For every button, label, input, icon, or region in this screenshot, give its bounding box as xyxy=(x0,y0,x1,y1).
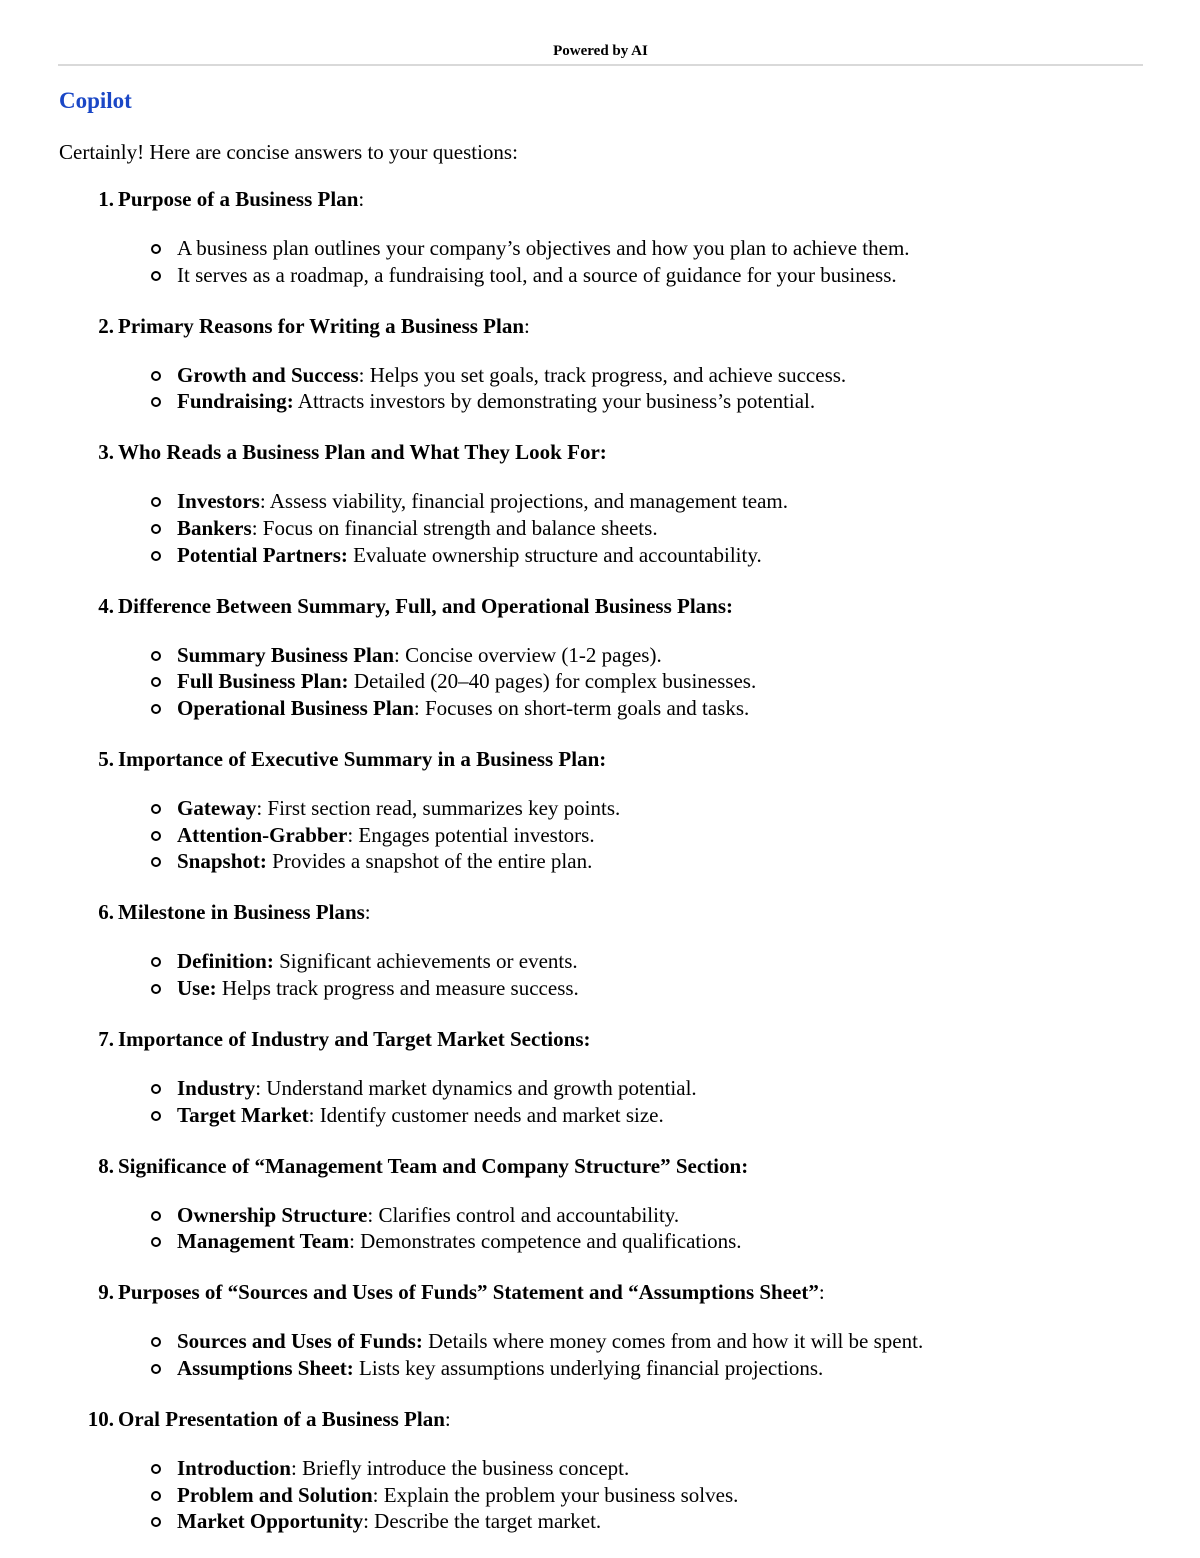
section-heading-text xyxy=(118,312,530,340)
circle-bullet-icon xyxy=(151,651,161,661)
bullet-text: : Clarifies control and accountability. xyxy=(367,1202,680,1227)
bullet-text: Detailed (20–40 pages) for complex businesses. xyxy=(348,669,757,694)
section-number: 9. xyxy=(98,1280,114,1305)
bullet-text: Attracts investors by demonstrating your business’s potential. xyxy=(293,389,816,414)
section-heading-bold: Oral Presentation of a Business Plan xyxy=(118,1406,445,1431)
bullet-list xyxy=(0,948,1200,1001)
circle-bullet-icon xyxy=(151,371,161,381)
circle-bullet-icon xyxy=(151,524,161,534)
page-header xyxy=(58,40,1143,66)
bullet-text: : Focuses on short-term goals and tasks. xyxy=(413,695,750,720)
circle-bullet-icon xyxy=(151,1211,161,1221)
answers-list xyxy=(0,185,1200,1558)
list-item xyxy=(0,745,1200,875)
bullet-list xyxy=(0,1455,1200,1535)
section-heading-bold: Importance of Executive Summary in a Business Plan: xyxy=(118,746,607,771)
section-number: 10. xyxy=(87,1406,114,1431)
bullet-item xyxy=(0,1355,1200,1382)
bullet-text: : Demonstrates competence and qualifications. xyxy=(349,1229,742,1254)
list-item xyxy=(0,592,1200,722)
list-item xyxy=(0,1025,1200,1128)
bullet-text: : First section read, summarizes key points. xyxy=(256,795,621,820)
circle-bullet-icon xyxy=(151,1491,161,1501)
bullet-text: It serves as a roadmap, a fundraising tool, and a source of guidance for your business. xyxy=(177,262,897,287)
section-number: 1. xyxy=(98,187,114,211)
section-heading xyxy=(0,438,1200,466)
bullet-item xyxy=(0,642,1200,669)
section-heading xyxy=(0,185,1200,213)
bullet-item xyxy=(0,848,1200,875)
bullet-item xyxy=(0,948,1200,975)
bullet-item xyxy=(0,1455,1200,1482)
section-heading-suffix: : xyxy=(818,1280,825,1305)
bullet-term: Bankers xyxy=(177,515,252,540)
bullet-term: Problem and Solution xyxy=(177,1482,373,1507)
bullet-text: : Briefly introduce the business concept. xyxy=(290,1455,630,1480)
bullet-text: Evaluate ownership structure and accountability. xyxy=(347,542,762,567)
bullet-term: Assumptions Sheet: xyxy=(177,1355,354,1380)
circle-bullet-icon xyxy=(151,1364,161,1374)
bullet-item xyxy=(0,795,1200,822)
bullet-item xyxy=(0,695,1200,722)
bullet-item xyxy=(0,822,1200,849)
circle-bullet-icon xyxy=(151,397,161,407)
section-heading-bold: Milestone in Business Plans xyxy=(118,900,365,925)
circle-bullet-icon xyxy=(151,957,161,967)
bullet-term: Management Team xyxy=(177,1229,350,1254)
bullet-term: Market Opportunity xyxy=(177,1509,364,1534)
bullet-text: : Explain the problem your business solves. xyxy=(372,1482,739,1507)
bullet-text: Helps track progress and measure success. xyxy=(216,975,579,1000)
circle-bullet-icon xyxy=(151,244,161,254)
circle-bullet-icon xyxy=(151,551,161,561)
circle-bullet-icon xyxy=(151,857,161,867)
bullet-term: Fundraising: xyxy=(177,389,294,414)
bullet-list xyxy=(0,488,1200,568)
circle-bullet-icon xyxy=(151,1111,161,1121)
section-number: 3. xyxy=(98,440,114,465)
section-heading-suffix: : xyxy=(524,313,530,338)
bullet-text: A business plan outlines your company’s objectives and how you plan to achieve them. xyxy=(177,236,910,260)
bullet-item xyxy=(0,1202,1200,1229)
bullet-item xyxy=(0,1508,1200,1535)
section-number: 4. xyxy=(98,593,114,618)
bullet-term: Attention-Grabber xyxy=(177,822,348,847)
bullet-item xyxy=(0,388,1200,415)
section-heading-bold: Difference Between Summary, Full, and Operational Business Plans: xyxy=(118,593,734,618)
bullet-term: Target Market xyxy=(177,1102,309,1127)
section-heading xyxy=(0,592,1200,620)
circle-bullet-icon xyxy=(151,1337,161,1347)
bullet-text: : Understand market dynamics and growth potential. xyxy=(255,1075,697,1100)
section-heading-text xyxy=(118,592,733,620)
section-number: 2. xyxy=(98,313,114,338)
header-text: Powered by AI xyxy=(553,43,648,59)
section-number: 6. xyxy=(98,900,114,925)
bullet-item xyxy=(0,362,1200,389)
bullet-term: Operational Business Plan xyxy=(177,695,414,720)
bullet-item xyxy=(0,488,1200,515)
bullet-term: Growth and Success xyxy=(177,362,359,387)
bullet-text: : Describe the target market. xyxy=(363,1509,602,1534)
section-heading-suffix: : xyxy=(364,900,371,925)
bullet-term: Potential Partners: xyxy=(177,542,348,567)
bullet-list xyxy=(0,235,1200,288)
bullet-text: : Assess viability, financial projections, and management team. xyxy=(259,489,789,514)
bullet-text: : Focus on financial strength and balance sheets. xyxy=(251,515,658,540)
section-heading-bold: Significance of “Management Team and Company Structure” Section: xyxy=(118,1153,749,1178)
section-heading-text xyxy=(118,185,364,213)
bullet-term: Summary Business Plan xyxy=(177,642,395,667)
bullet-item xyxy=(0,1482,1200,1509)
list-item xyxy=(0,312,1200,415)
bullet-term: Introduction xyxy=(177,1455,291,1480)
bullet-text: : Concise overview (1-2 pages). xyxy=(394,642,662,667)
bullet-term: Sources and Uses of Funds: xyxy=(177,1329,423,1354)
bullet-list xyxy=(0,642,1200,722)
bullet-term: Investors xyxy=(177,489,260,514)
section-heading xyxy=(0,1152,1200,1180)
circle-bullet-icon xyxy=(151,831,161,841)
section-heading-bold: Purpose of a Business Plan xyxy=(118,187,359,211)
bullet-term: Use: xyxy=(177,975,217,1000)
section-heading-text xyxy=(118,438,607,466)
section-heading-text xyxy=(118,898,371,926)
bullet-term: Definition: xyxy=(177,949,274,974)
section-heading xyxy=(0,1405,1200,1433)
section-heading-suffix: : xyxy=(444,1406,451,1431)
bullet-text: Details where money comes from and how it will be spent. xyxy=(422,1329,924,1354)
bullet-list xyxy=(0,1202,1200,1255)
bullet-text: : Helps you set goals, track progress, and achieve success. xyxy=(358,362,847,387)
section-heading-suffix: : xyxy=(358,187,365,211)
section-heading-bold: Who Reads a Business Plan and What They Look For: xyxy=(118,440,607,465)
circle-bullet-icon xyxy=(151,1464,161,1474)
section-heading-text xyxy=(118,745,606,773)
bullet-item xyxy=(0,1228,1200,1255)
bullet-term: Ownership Structure xyxy=(177,1202,368,1227)
section-heading xyxy=(0,312,1200,340)
section-heading-text xyxy=(118,1025,591,1053)
section-number: 7. xyxy=(98,1026,114,1051)
section-number: 5. xyxy=(98,746,114,771)
bullet-list xyxy=(0,795,1200,875)
bullet-text: : Engages potential investors. xyxy=(347,822,595,847)
intro-text: Certainly! Here are concise answers to your questions: xyxy=(59,140,518,164)
list-item xyxy=(0,1152,1200,1255)
circle-bullet-icon xyxy=(151,271,161,281)
bullet-item xyxy=(0,1075,1200,1102)
bullet-item xyxy=(0,1102,1200,1129)
circle-bullet-icon xyxy=(151,984,161,994)
bullet-item xyxy=(0,235,1200,262)
bullet-item xyxy=(0,1328,1200,1355)
section-heading-bold: Purposes of “Sources and Uses of Funds” Statement and “Assumptions Sheet” xyxy=(118,1280,819,1305)
list-item xyxy=(0,438,1200,568)
bullet-item xyxy=(0,262,1200,289)
list-item xyxy=(0,185,1200,288)
section-heading-text xyxy=(118,1278,825,1306)
list-item xyxy=(0,1405,1200,1535)
circle-bullet-icon xyxy=(151,804,161,814)
bullet-list xyxy=(0,1075,1200,1128)
section-heading-bold: Primary Reasons for Writing a Business Plan xyxy=(118,313,525,338)
list-item xyxy=(0,1278,1200,1381)
bullet-term: Full Business Plan: xyxy=(177,669,349,694)
page-title: Copilot xyxy=(59,88,132,113)
bullet-list xyxy=(0,362,1200,415)
circle-bullet-icon xyxy=(151,497,161,507)
circle-bullet-icon xyxy=(151,704,161,714)
section-number: 8. xyxy=(98,1153,114,1178)
bullet-item xyxy=(0,668,1200,695)
bullet-text: Lists key assumptions underlying financial projections. xyxy=(353,1355,824,1380)
bullet-text: Provides a snapshot of the entire plan. xyxy=(266,849,593,874)
bullet-item xyxy=(0,542,1200,569)
circle-bullet-icon xyxy=(151,677,161,687)
bullet-text: : Identify customer needs and market size. xyxy=(308,1102,664,1127)
section-heading-bold: Importance of Industry and Target Market Sections: xyxy=(118,1026,591,1051)
section-heading xyxy=(0,1025,1200,1053)
section-heading-text xyxy=(118,1405,451,1433)
bullet-list xyxy=(0,1328,1200,1381)
bullet-term: Snapshot: xyxy=(177,849,267,874)
bullet-item xyxy=(0,515,1200,542)
section-heading xyxy=(0,1278,1200,1306)
section-heading xyxy=(0,898,1200,926)
bullet-text: Significant achievements or events. xyxy=(273,949,578,974)
bullet-item xyxy=(0,975,1200,1002)
list-item xyxy=(0,898,1200,1001)
circle-bullet-icon xyxy=(151,1517,161,1527)
circle-bullet-icon xyxy=(151,1237,161,1247)
bullet-term: Gateway xyxy=(177,795,257,820)
section-heading-text xyxy=(118,1152,748,1180)
section-heading xyxy=(0,745,1200,773)
circle-bullet-icon xyxy=(151,1084,161,1094)
bullet-term: Industry xyxy=(177,1075,256,1100)
